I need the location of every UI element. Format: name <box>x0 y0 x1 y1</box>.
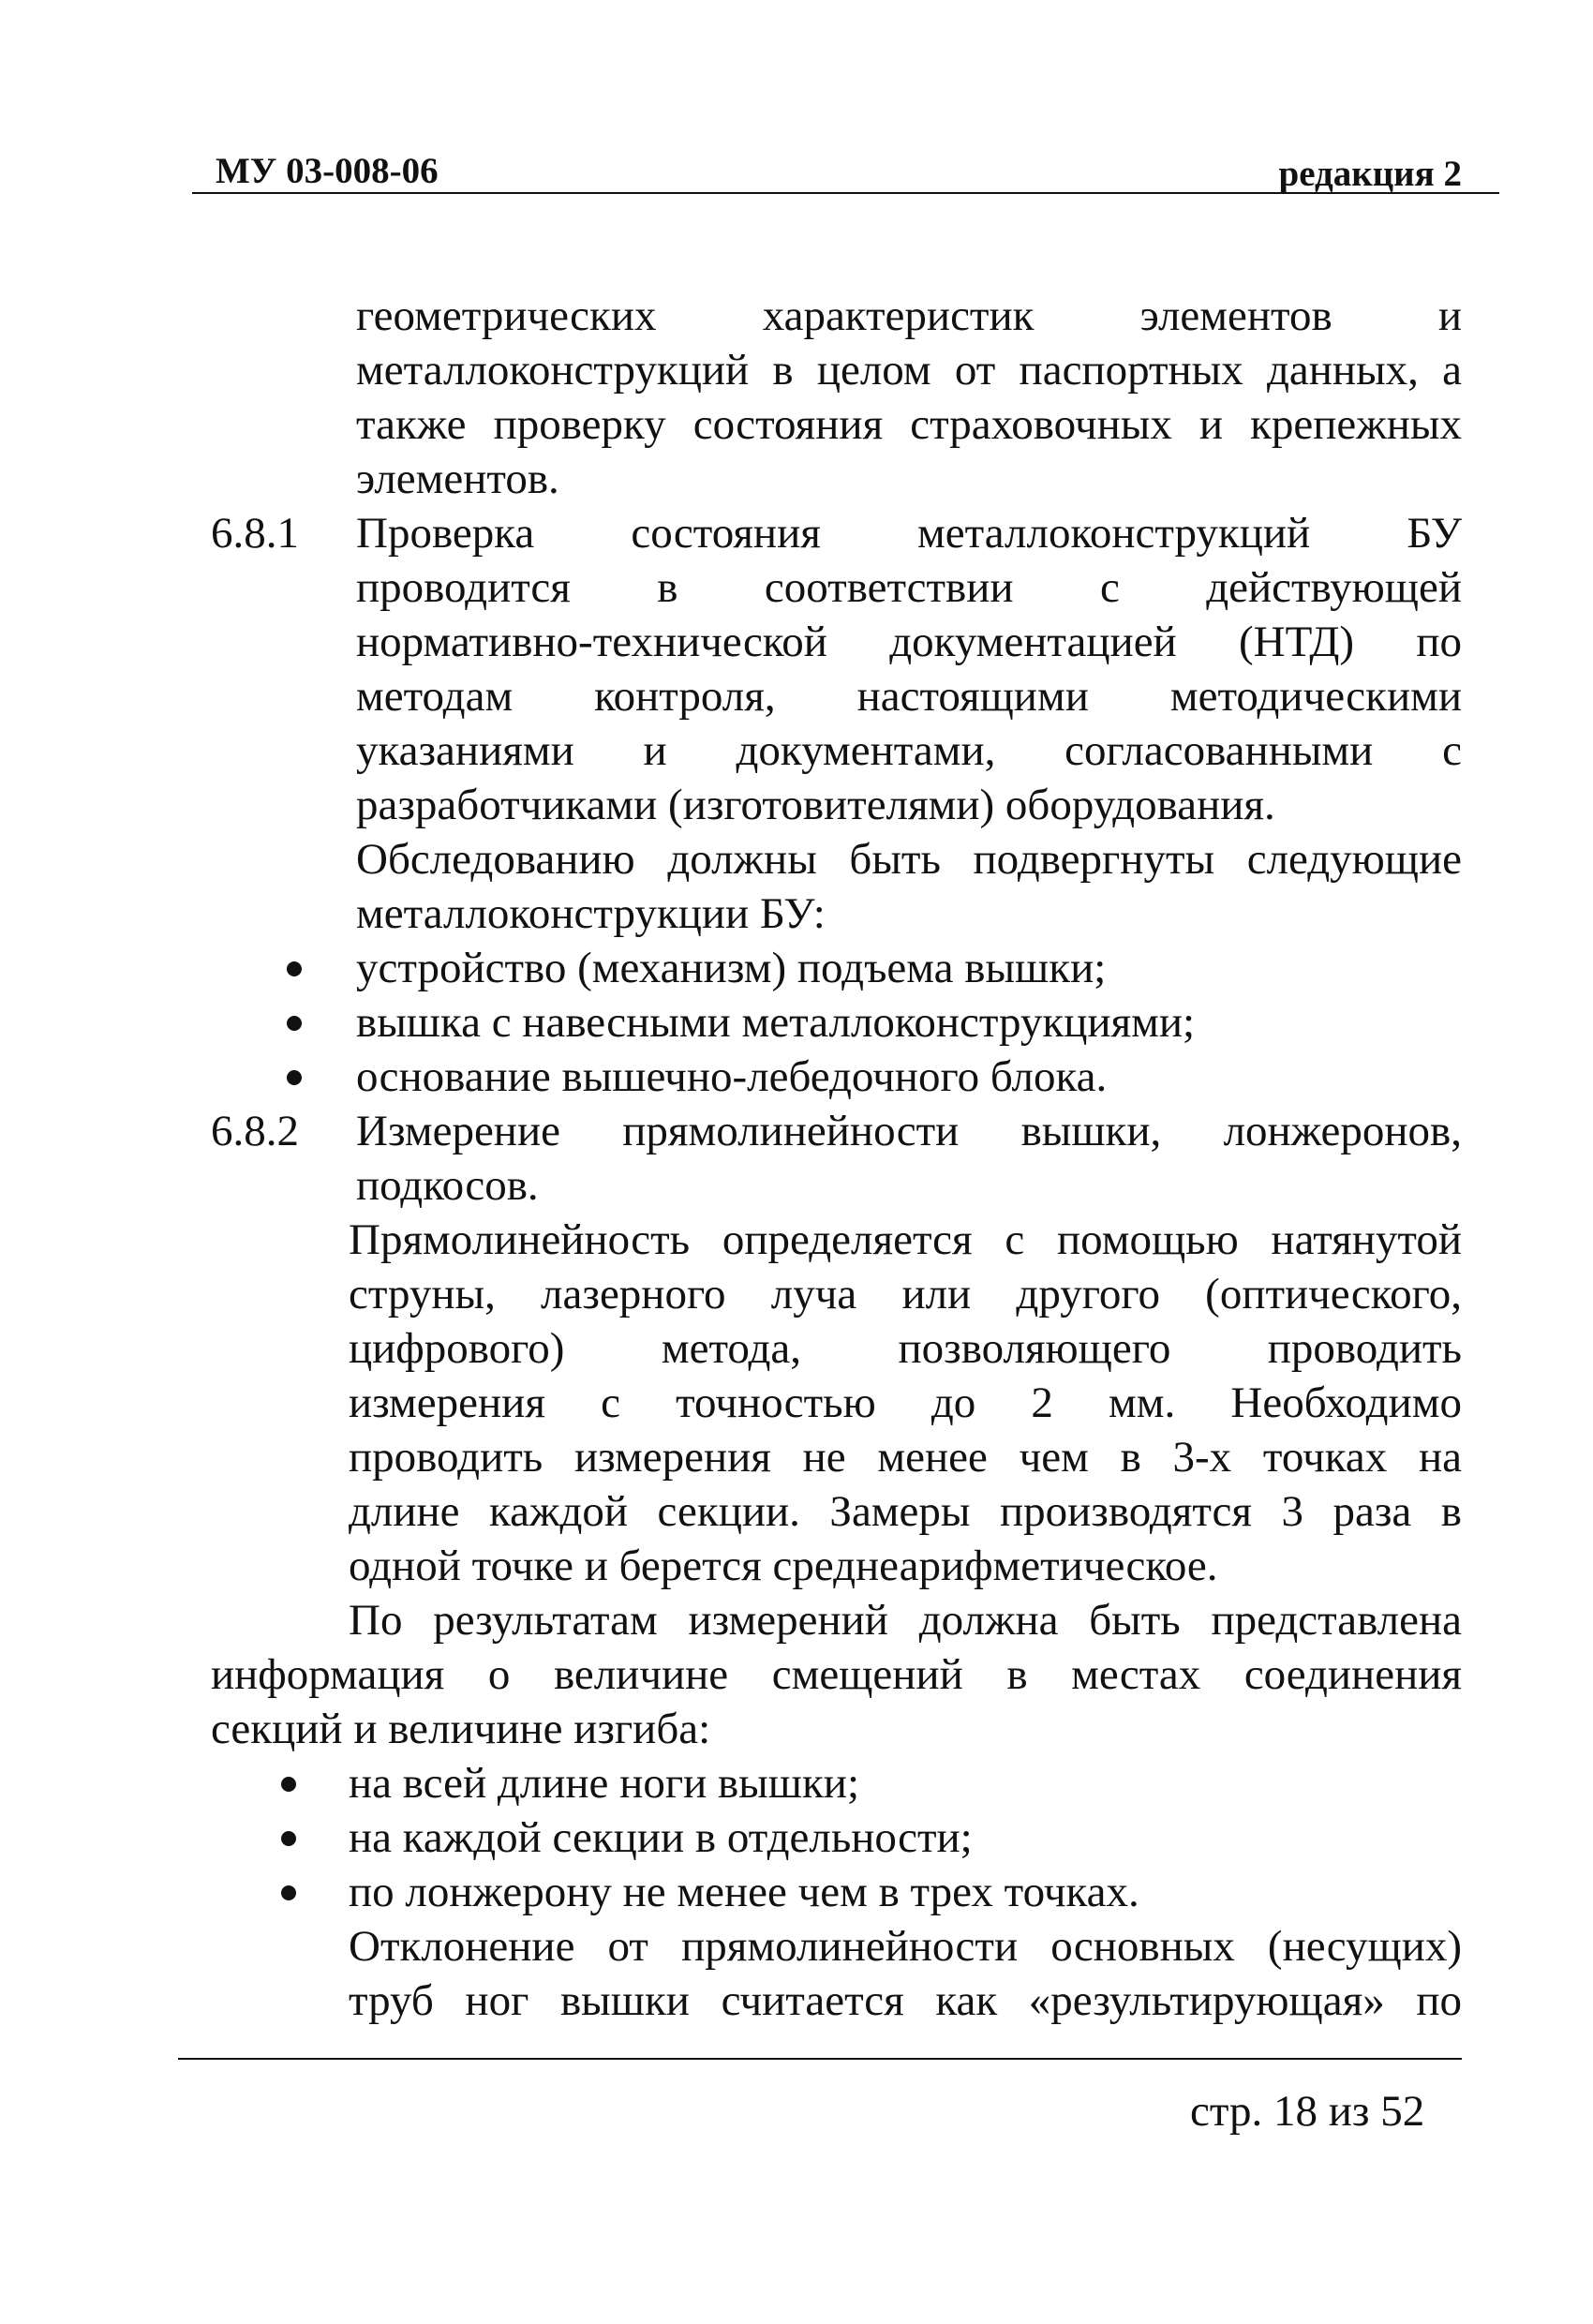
page-header <box>187 150 1499 206</box>
section-6-8-2-para2-line: длине каждой секции. Замеры производятся 3 раза в <box>349 1487 1462 1536</box>
page-number: стр. 18 из 52 <box>1190 2087 1425 2136</box>
final-line: труб ног вышки считается как «результирующая» по <box>349 1976 1462 2025</box>
list-item: основание вышечно-лебедочного блока. <box>356 1052 1108 1101</box>
section-6-8-2-para2-line: цифрового) метода, позволяющего проводить <box>349 1324 1462 1373</box>
section-6-8-2-line: подкосов. <box>356 1161 539 1210</box>
bullet-icon <box>287 1070 302 1085</box>
list-item: на всей длине ноги вышки; <box>349 1759 859 1808</box>
section-6-8-1-line: разработчиками (изготовителями) оборудования. <box>356 781 1275 829</box>
section-6-8-2-para2-line: измерения с точностью до 2 мм. Необходимо <box>349 1378 1462 1427</box>
results-line: информация о величине смещений в местах соединения <box>211 1650 1462 1699</box>
section-6-8-2-para2-line: проводить измерения не менее чем в 3-х точках на <box>349 1433 1462 1482</box>
section-6-8-2-para2-line: струны, лазерного луча или другого (оптического, <box>349 1270 1462 1318</box>
intro-line: элементов. <box>356 454 559 503</box>
section-number-6-8-2: 6.8.2 <box>211 1107 299 1155</box>
footer-rule <box>178 2058 1462 2060</box>
bullet-icon <box>281 1777 296 1792</box>
section-6-8-1-line: методам контроля, настоящими методическими <box>356 672 1462 721</box>
edition-label: редакция 2 <box>1278 154 1462 194</box>
section-6-8-1-line: проводится в соответствии с действующей <box>356 563 1462 612</box>
bullet-icon <box>287 961 302 976</box>
document-id: МУ 03-008-06 <box>216 151 439 191</box>
section-6-8-2-para2-line: одной точке и берется среднеарифметическое. <box>349 1542 1218 1590</box>
section-6-8-1-line: Проверка состояния металлоконструкций БУ <box>356 509 1462 558</box>
list-item: на каждой секции в отдельности; <box>349 1813 973 1862</box>
results-line: секций и величине изгиба: <box>211 1705 711 1753</box>
list-item: по лонжерону не менее чем в трех точках. <box>349 1868 1139 1916</box>
section-6-8-2-para2-line: Прямолинейность определяется с помощью натянутой <box>349 1215 1462 1264</box>
list-item: вышка с навесными металлоконструкциями; <box>356 998 1196 1047</box>
section-6-8-1-para2-line: Обследованию должны быть подвергнуты следующие <box>356 835 1462 884</box>
intro-line: также проверку состояния страховочных и крепежных <box>356 400 1462 449</box>
section-6-8-2-line: Измерение прямолинейности вышки, лонжеронов, <box>356 1107 1462 1155</box>
bullet-icon <box>287 1016 302 1031</box>
results-line: По результатам измерений должна быть представлена <box>349 1596 1462 1645</box>
section-6-8-1-para2-line: металлоконструкции БУ: <box>356 889 826 938</box>
header-rule <box>192 192 1499 194</box>
section-6-8-1-line: нормативно-технической документацией (НТД) по <box>356 618 1462 666</box>
bullet-icon <box>281 1885 296 1900</box>
bullet-icon <box>281 1831 296 1846</box>
intro-line: геометрических характеристик элементов и <box>356 291 1462 340</box>
final-line: Отклонение от прямолинейности основных (несущих) <box>349 1922 1462 1971</box>
section-number-6-8-1: 6.8.1 <box>211 509 299 558</box>
list-item: устройство (механизм) подъема вышки; <box>356 944 1107 992</box>
section-6-8-1-line: указаниями и документами, согласованными с <box>356 726 1462 775</box>
intro-line: металлоконструкций в целом от паспортных данных, а <box>356 346 1462 395</box>
